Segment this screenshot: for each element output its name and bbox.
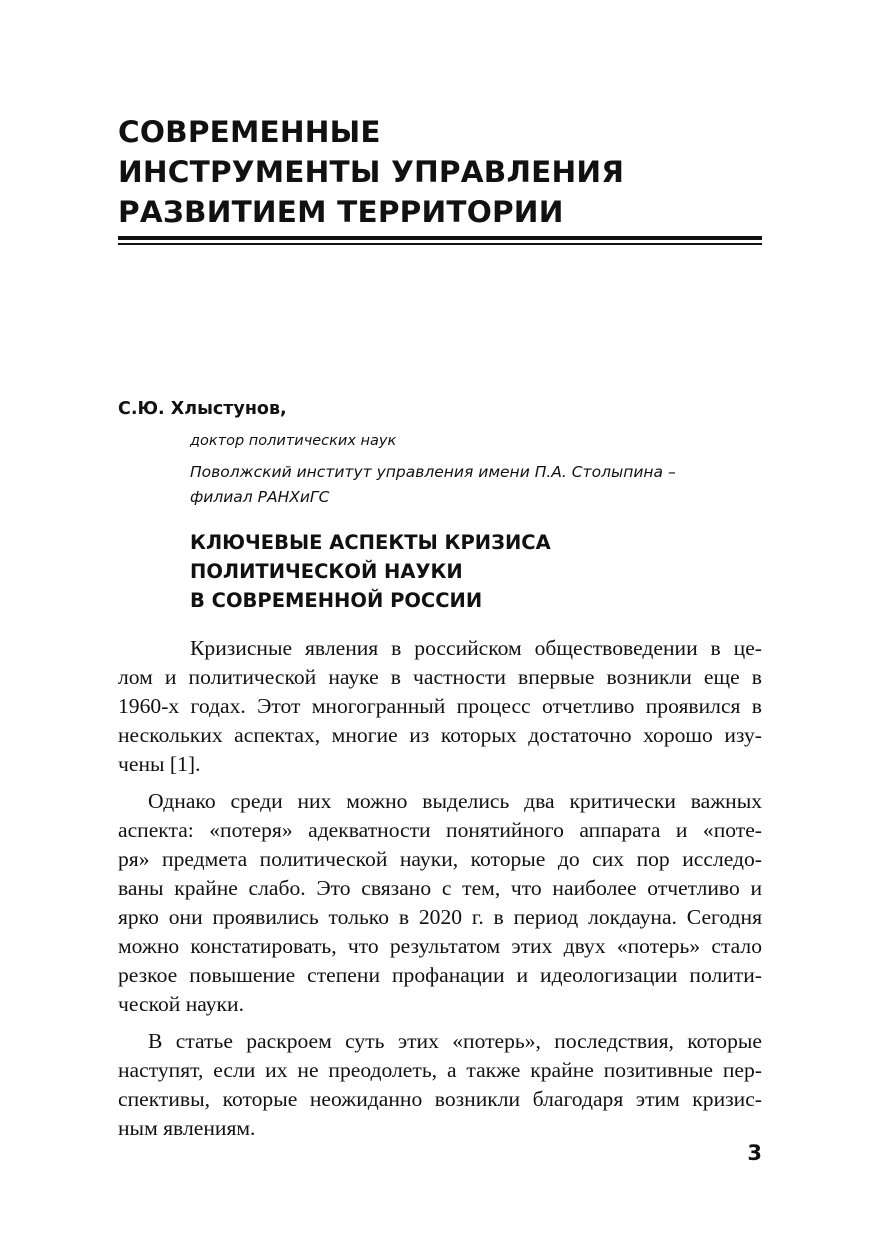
- affiliation-line: Поволжский институт управления имени П.А. Столыпина –: [190, 463, 676, 481]
- text-line: ным явлениям.: [118, 1116, 256, 1140]
- text-line: ря» предмета политической науки, которые до сих пор исследо-: [118, 847, 762, 871]
- author-name: С.Ю. Хлыстунов,: [118, 399, 287, 419]
- article-title: [190, 528, 551, 615]
- paragraph: [118, 634, 762, 779]
- affiliation-line: филиал РАНХиГС: [190, 487, 330, 506]
- text-line: ярко они проявились только в 2020 г. в период локдауна. Сегодня: [118, 905, 762, 929]
- text-line: наступят, если их не преодолеть, а также крайне позитивные пер-: [118, 1058, 762, 1082]
- author-degree: доктор политических наук: [190, 433, 397, 449]
- section-title-line: ИНСТРУМЕНТЫ УПРАВЛЕНИЯ: [118, 155, 625, 189]
- article-title-line: ПОЛИТИЧЕСКОЙ НАУКИ: [190, 560, 463, 583]
- text-line: В статье раскроем суть этих «потерь», последствия, которые: [148, 1029, 762, 1053]
- text-line: спективы, которые неожиданно возникли благодаря этим кризис-: [118, 1087, 762, 1111]
- section-title-line: РАЗВИТИЕМ ТЕРРИТОРИИ: [118, 195, 564, 229]
- text-line: нескольких аспектах, многие из которых достаточно хорошо изу-: [118, 723, 762, 747]
- text-line: аспекта: «потеря» адекватности понятийного аппарата и «поте-: [118, 818, 762, 842]
- text-line: лом и политической науке в частности впервые возникли еще в: [118, 665, 762, 689]
- text-line: Кризисные явления в российском обществоведении в це-: [190, 636, 762, 660]
- text-line: 1960-х годах. Этот многогранный процесс отчетливо проявился в: [118, 694, 762, 718]
- text-line: можно констатировать, что результатом этих двух «потерь» стало: [118, 934, 762, 958]
- text-line: Однако среди них можно выделись два критически важных: [148, 789, 762, 813]
- author-affiliation: [190, 460, 762, 509]
- article-body: [118, 634, 762, 1151]
- paragraph: [118, 787, 762, 1019]
- section-title-line: СОВРЕМЕННЫЕ: [118, 115, 381, 149]
- paragraph: [118, 1027, 762, 1143]
- text-line: ваны крайне слабо. Это связано с тем, что наиболее отчетливо и: [118, 876, 762, 900]
- text-line: ческой науки.: [118, 992, 244, 1016]
- text-line: резкое повышение степени профанации и идеологизации полити-: [118, 963, 762, 987]
- page-number: 3: [747, 1141, 762, 1165]
- article-title-line: В СОВРЕМЕННОЙ РОССИИ: [190, 589, 483, 612]
- title-divider-thick: [118, 236, 762, 240]
- title-divider-thin: [118, 243, 762, 245]
- section-title: [118, 112, 778, 232]
- article-title-line: КЛЮЧЕВЫЕ АСПЕКТЫ КРИЗИСА: [190, 531, 551, 554]
- text-line: чены [1].: [118, 752, 201, 776]
